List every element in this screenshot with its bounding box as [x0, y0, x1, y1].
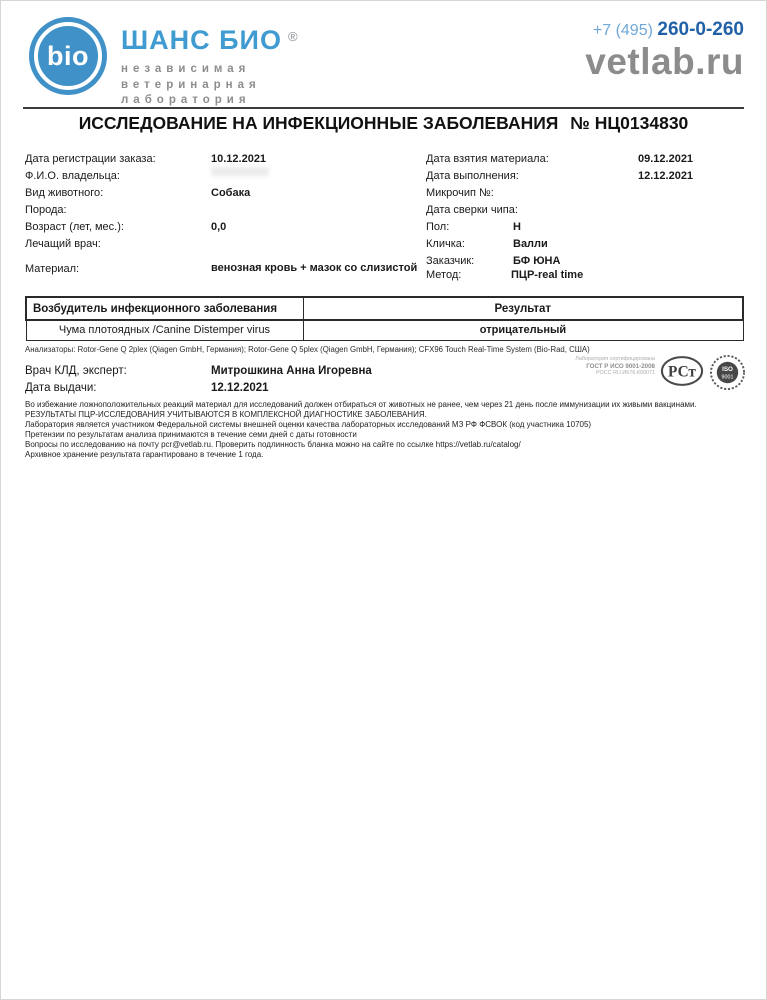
logo-text: bio — [47, 40, 89, 71]
info-row: Лечащий врач: — [25, 237, 101, 250]
certification-block — [575, 354, 746, 391]
rostest-pct-mark-icon — [660, 354, 704, 388]
info-row: Возраст (лет, мес.): 0,0 — [25, 220, 227, 233]
doctor-name: Митрошкина Анна Игоревна — [211, 364, 372, 377]
method-value: ПЦР-real time — [511, 269, 584, 281]
footer-notes — [25, 400, 747, 460]
doctor-row: Врач КЛД, эксперт: Митрошкина Анна Игоревна — [25, 364, 372, 377]
info-row: Дата сверки чипа: — [426, 203, 518, 216]
info-row: Кличка: Валли — [426, 237, 548, 250]
info-row: Микрочип №: — [426, 186, 494, 199]
signature-block — [25, 362, 372, 397]
material-row — [25, 261, 429, 276]
results-table — [25, 296, 744, 341]
info-row: Пол: Н — [426, 220, 521, 233]
footer-note: Претензии по результатам анализа принимаются в течение семи дней с даты готовности — [25, 430, 357, 439]
result-cell: отрицательный — [303, 320, 743, 340]
footer-note: Вопросы по исследованию на почту pcr@vetlab.ru. Проверить подлинность бланка можно на сайте по ссылке https://vetlab.ru/catalog/ — [25, 440, 521, 449]
table-header-row — [26, 297, 743, 320]
column-header-agent: Возбудитель инфекционного заболевания — [26, 297, 303, 320]
shans-bio-logo — [29, 17, 107, 95]
footer-note: Во избежание ложноположительных реакций материал для исследований должен отбираться от животных не ранее, чем через 21 день после иммунизации их живыми вакцинами. — [25, 400, 697, 409]
website-url: vetlab.ru — [585, 41, 744, 82]
info-row: Ф.И.О. владельца: — [25, 169, 120, 182]
issue-date: 12.12.2021 — [211, 382, 269, 395]
brand-block — [121, 25, 299, 109]
info-row: Дата выполнения: 12.12.2021 — [426, 169, 694, 182]
agent-cell: Чума плотоядных /Canine Distemper virus — [26, 320, 303, 340]
info-row: Дата регистрации заказа: 10.12.2021 — [25, 152, 267, 165]
method-label: Метод: — [426, 269, 462, 281]
title-text: ИССЛЕДОВАНИЕ НА ИНФЕКЦИОННЫЕ ЗАБОЛЕВАНИЯ — [78, 113, 559, 133]
footer-note: Архивное хранение результата гарантировано в течение 1 года. — [25, 450, 264, 459]
info-row: Вид животного: Собака — [25, 186, 251, 199]
info-row: Заказчик: БФ ЮНА — [426, 254, 561, 267]
phone-main: 260-0-260 — [657, 19, 744, 40]
contact-block — [585, 19, 744, 82]
info-row: Порода: — [25, 203, 67, 216]
issue-date-row: Дата выдачи: 12.12.2021 — [25, 382, 269, 395]
footer-note: РЕЗУЛЬТАТЫ ПЦР-ИССЛЕДОВАНИЯ УЧИТЫВАЮТСЯ В КОМПЛЕКСНОЙ ДИАГНОСТИКЕ ЗАБОЛЕВАНИЯ. — [25, 410, 427, 419]
report-number: № НЦ0134830 — [570, 113, 689, 133]
registered-trademark-icon: ® — [287, 29, 299, 44]
method-row — [426, 269, 583, 281]
tagline-line: независимая — [121, 63, 251, 75]
phone-prefix: +7 (495) — [592, 22, 653, 39]
info-row: Дата взятия материала: 09.12.2021 — [426, 152, 694, 165]
page-title — [23, 113, 744, 134]
redacted-owner-name — [211, 167, 269, 176]
table-row — [26, 320, 743, 340]
material-label: Материал: — [25, 262, 80, 275]
svg-text:ISO: ISO — [722, 366, 733, 374]
svg-text:9001: 9001 — [721, 374, 734, 381]
bio-logo-icon — [34, 22, 102, 90]
material-value: венозная кровь + мазок со слизистой — [211, 262, 418, 274]
column-header-result: Результат — [303, 297, 743, 320]
footer-note: Лаборатория является участником Федеральной системы внешней оценки качества лабораторных исследований МЗ РФ ФСВОК (код участника 10705) — [25, 420, 592, 429]
tagline-line: ветеринарная — [121, 78, 261, 91]
brand-name: ШАНС БИО ® — [121, 25, 299, 55]
certification-text: Лаборатория сертифицирована ГОСТ Р ИСО 9001-2008 РОСС RU.ИК76.К00071 — [575, 356, 655, 376]
header-divider — [23, 107, 744, 109]
brand-tagline — [121, 62, 299, 109]
phone-number — [585, 19, 744, 41]
order-info-left — [25, 150, 400, 252]
analyzers-note: Анализаторы: Rotor-Gene Q 2plex (Qiagen GmbH, Германия); Rotor-Gene Q 5plex (Qiagen GmbH, Германия); CFX96 Touch Real-Time System (Bio-Rad, США) — [25, 345, 590, 354]
svg-text:РСт: РСт — [668, 363, 696, 381]
iso-9001-seal-icon — [709, 354, 746, 391]
order-info-right — [426, 150, 748, 269]
tagline-line: лаборатория — [121, 94, 251, 106]
